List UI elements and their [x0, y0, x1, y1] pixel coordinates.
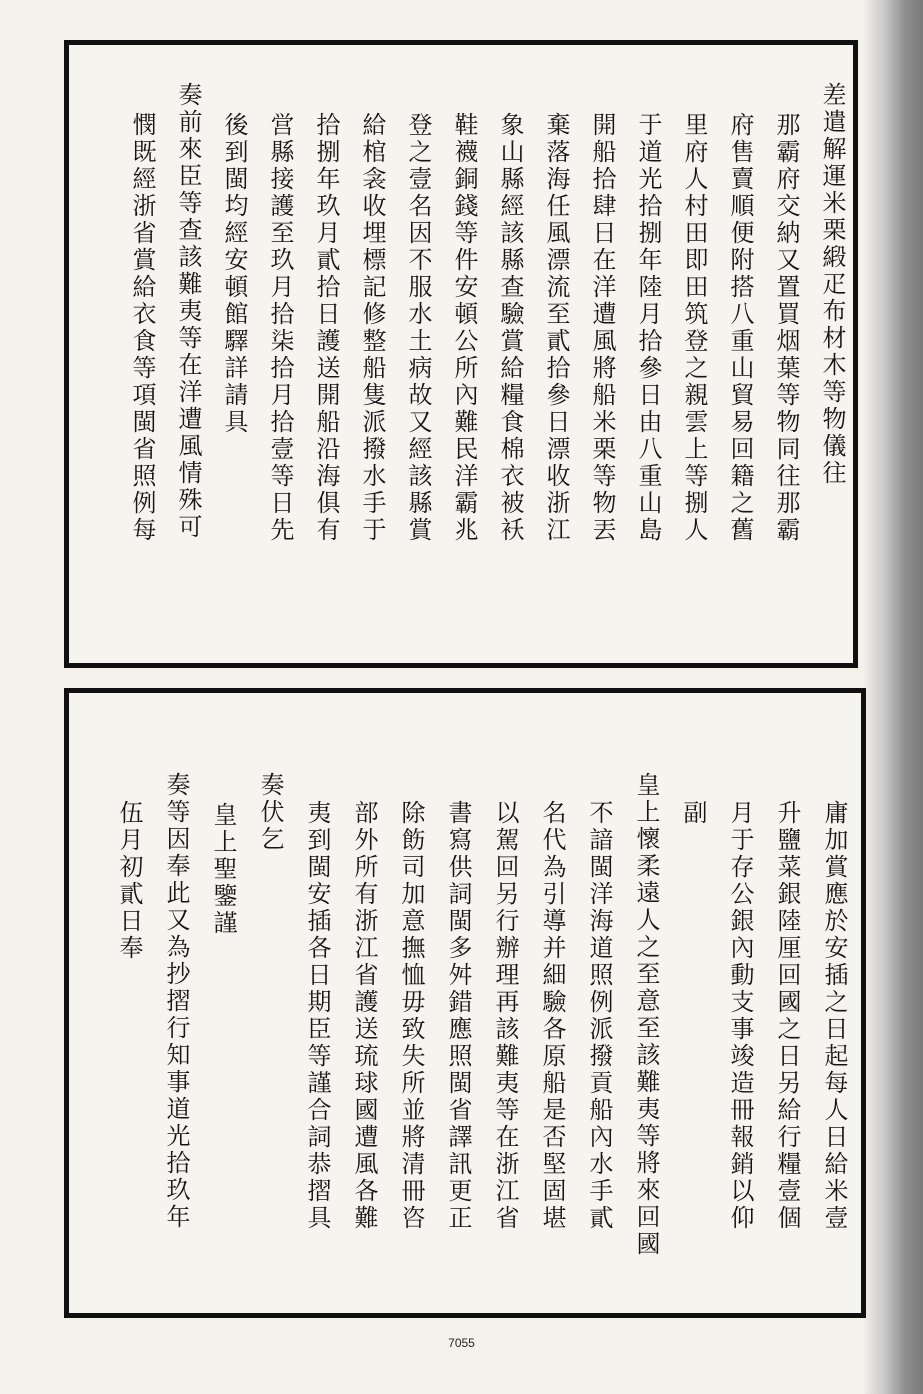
text-column: 府售賣順便附搭八重山貿易回籍之舊 — [726, 112, 754, 544]
text-column: 以駕回另行辦理再該難夷等在浙江省 — [491, 800, 519, 1232]
text-column: 奏伏乞 — [256, 772, 284, 853]
text-column: 書寫供詞閩多舛錯應照閩省譯訊更正 — [444, 800, 472, 1232]
text-column: 升鹽菜銀陸厘回國之日另給行糧壹個 — [773, 800, 801, 1232]
text-column: 月于存公銀內動支事竣造冊報銷以仰 — [726, 800, 754, 1232]
text-column: 副 — [679, 800, 707, 827]
text-column: 名代為引導并細驗各原船是否堅固堪 — [538, 800, 566, 1232]
text-column: 給棺衾收埋標記修整船隻派撥水手于 — [358, 112, 386, 544]
text-column: 奏等因奉此又為抄摺行知事道光拾玖年 — [162, 772, 190, 1231]
text-column: 于道光拾捌年陸月拾參日由八重山島 — [634, 112, 662, 544]
text-column: 象山縣經該縣查驗賞給糧食棉衣被袄 — [496, 112, 524, 544]
text-column: 庸加賞應於安插之日起每人日給米壹 — [820, 800, 848, 1232]
text-column: 皇上懷柔遠人之至意至該難夷等將來回國 — [632, 772, 660, 1258]
text-column: 除飭司加意撫恤毋致失所並將清冊咨 — [397, 800, 425, 1232]
text-column: 拾捌年玖月貳拾日護送開船沿海俱有 — [312, 112, 340, 544]
text-column: 部外所有浙江省護送琉球國遭風各難 — [350, 800, 378, 1232]
text-column: 伍月初貳日奉 — [115, 800, 143, 962]
lower-text-columns — [68, 692, 862, 1314]
text-column: 奏前來臣等查該難夷等在洋遭風情殊可 — [174, 82, 202, 541]
text-column: 棄落海任風漂流至貳拾參日漂收浙江 — [542, 112, 570, 544]
upper-text-frame — [64, 40, 858, 668]
text-column: 夷到閩安插各日期臣等謹合詞恭摺具 — [303, 800, 331, 1232]
book-spine-shadow — [863, 0, 923, 1394]
page-number: 7055 — [448, 1336, 475, 1350]
text-column: 皇上聖鑒謹 — [209, 802, 237, 937]
upper-text-columns — [68, 44, 854, 664]
text-column: 那霸府交納又置買烟葉等物同往那霸 — [772, 112, 800, 544]
text-column: 登之壹名因不服水土病故又經該縣賞 — [404, 112, 432, 544]
text-column: 営縣接護至玖月拾柒拾月拾壹等日先 — [266, 112, 294, 544]
text-column: 鞋襪銅錢等件安頓公所內難民洋霸兆 — [450, 112, 478, 544]
text-column: 開船拾肆日在洋遭風將船米栗等物丟 — [588, 112, 616, 544]
text-column: 後到閩均經安頓館驛詳請具 — [220, 112, 248, 436]
text-column: 里府人村田即田筑登之親雲上等捌人 — [680, 112, 708, 544]
text-column: 差遣解運米栗緞疋布材木等物儀往 — [818, 82, 846, 487]
lower-text-frame — [64, 688, 866, 1318]
text-column: 憫既經浙省賞給衣食等項閩省照例每 — [128, 112, 156, 544]
text-column: 不諳閩洋海道照例派撥貢船內水手貳 — [585, 800, 613, 1232]
